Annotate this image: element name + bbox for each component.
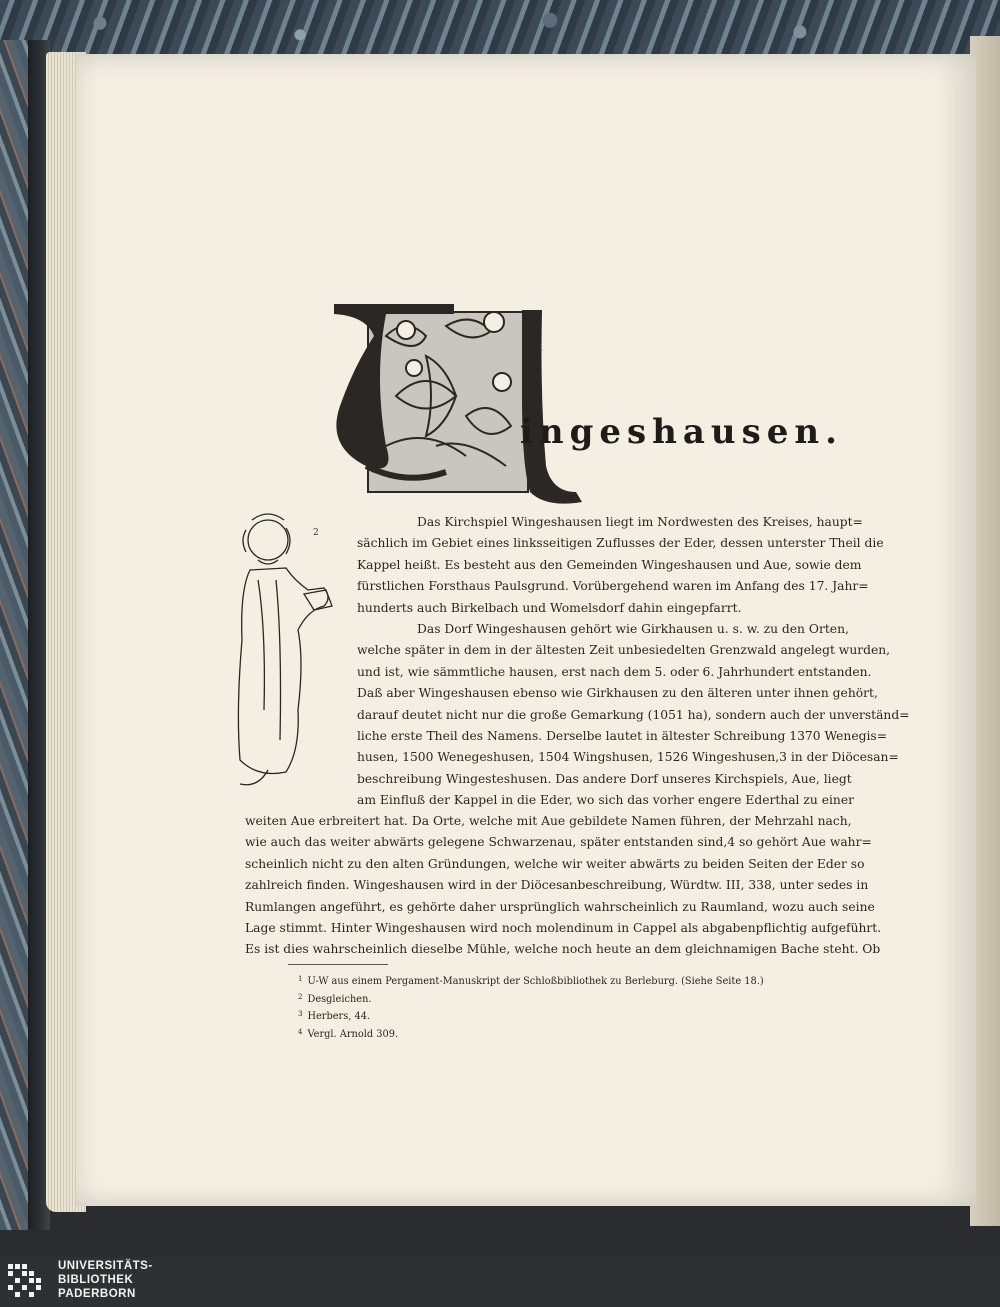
text-line: weiten Aue erbreitert hat. Da Orte, welche mit Aue gebildete Namen führen, der Mehrzahl nach,	[245, 814, 852, 828]
text-line: Daß aber Wingeshausen ebenso wie Girkhausen zu den älteren unter ihnen gehört,	[357, 686, 878, 701]
text-line: Das Dorf Wingeshausen gehört wie Girkhausen u. s. w. zu den Orten,	[417, 621, 849, 636]
text-line: husen, 1500 Wenegeshusen, 1504 Wingshusen, 1526 Wingeshusen,3 in der Diöcesan=	[357, 750, 899, 765]
text-line: welche später in dem in der ältesten Zeit unbesiedelten Grenzwald angelegt wurden,	[357, 643, 891, 658]
footnote-item: $^1$ U-W aus einem Pergament-Manuskript der Schloßbibliothek zu Berleburg. (Siehe Seite 18.)	[298, 975, 764, 987]
library-logo-icon	[6, 1260, 50, 1304]
footnotes	[298, 972, 764, 1042]
text-line: Rumlangen angeführt, es gehörte daher ursprünglich wahrscheinlich zu Raumland, wozu auch seine	[245, 899, 875, 914]
text-line: wie auch das weiter abwärts gelegene Schwarzenau, später entstanden sind,4 so gehört Aue wahr=	[245, 835, 872, 850]
paragraph-narrow	[357, 512, 910, 811]
initial-footnote-mark: 1	[538, 344, 544, 354]
text-line: Lage stimmt. Hinter Wingeshausen wird noch molendinum in Cappel als abgabenpflichtig aufgeführt.	[245, 920, 882, 935]
text-line: hunderts auch Birkelbach und Womelsdorf dahin eingepfarrt.	[357, 600, 742, 615]
figure-illustration-icon	[228, 510, 340, 790]
text-line: liche erste Theil des Namens. Derselbe lautet in ältester Schreibung 1370 Wenegis=	[357, 728, 888, 743]
text-line: zahlreich finden. Wingeshausen wird in der Diöcesanbeschreibung, Würdtw. III, 338, unter sedes in	[245, 878, 869, 893]
library-name: UNIVERSITÄTS- BIBLIOTHEK PADERBORN	[58, 1260, 153, 1300]
page-title: ingeshausen.	[520, 412, 843, 452]
footnote-item: $^2$ Desgleichen.	[298, 992, 372, 1005]
footnote-item: $^4$ Vergl. Arnold 309.	[298, 1027, 399, 1040]
text-line: darauf deutet nicht nur die große Gemarkung (1051 ha), sondern auch der unverständ=	[357, 707, 910, 722]
text-line: Kappel heißt. Es besteht aus den Gemeinden Wingeshausen und Aue, sowie dem	[357, 557, 862, 572]
footnote-divider	[288, 964, 388, 965]
text-line: fürstlichen Forsthaus Paulsgrund. Vorübergehend waren im Anfang des 17. Jahr=	[357, 579, 869, 594]
text-line: beschreibung Wingesteshusen. Das andere Dorf unseres Kirchspiels, Aue, liegt	[357, 771, 852, 786]
footnote-item: $^3$ Herbers, 44.	[298, 1010, 371, 1022]
text-line: scheinlich nicht zu den alten Gründungen, welche wir weiter abwärts zu beiden Seiten der Eder so	[245, 856, 865, 871]
text-line: Es ist dies wahrscheinlich dieselbe Mühle, welche noch heute an dem gleichnamigen Bache steht. Ob	[245, 942, 881, 957]
text-line: am Einfluß der Kappel in die Eder, wo sich das vorher engere Ederthal zu einer	[357, 793, 854, 808]
marbled-edge-top	[0, 0, 1000, 58]
paragraph-wide	[245, 811, 882, 961]
decorated-initial-w-icon	[326, 296, 586, 508]
figure-footnote-mark: 2	[313, 528, 319, 538]
text-line: Das Kirchspiel Wingeshausen liegt im Nordwesten des Kreises, haupt=	[417, 515, 863, 529]
text-line: und ist, wie sämmtliche hausen, erst nach dem 5. oder 6. Jahrhundert entstanden.	[357, 664, 872, 679]
text-line: sächlich im Gebiet eines linksseitigen Zuflusses der Eder, dessen unterster Theil die	[357, 536, 884, 551]
